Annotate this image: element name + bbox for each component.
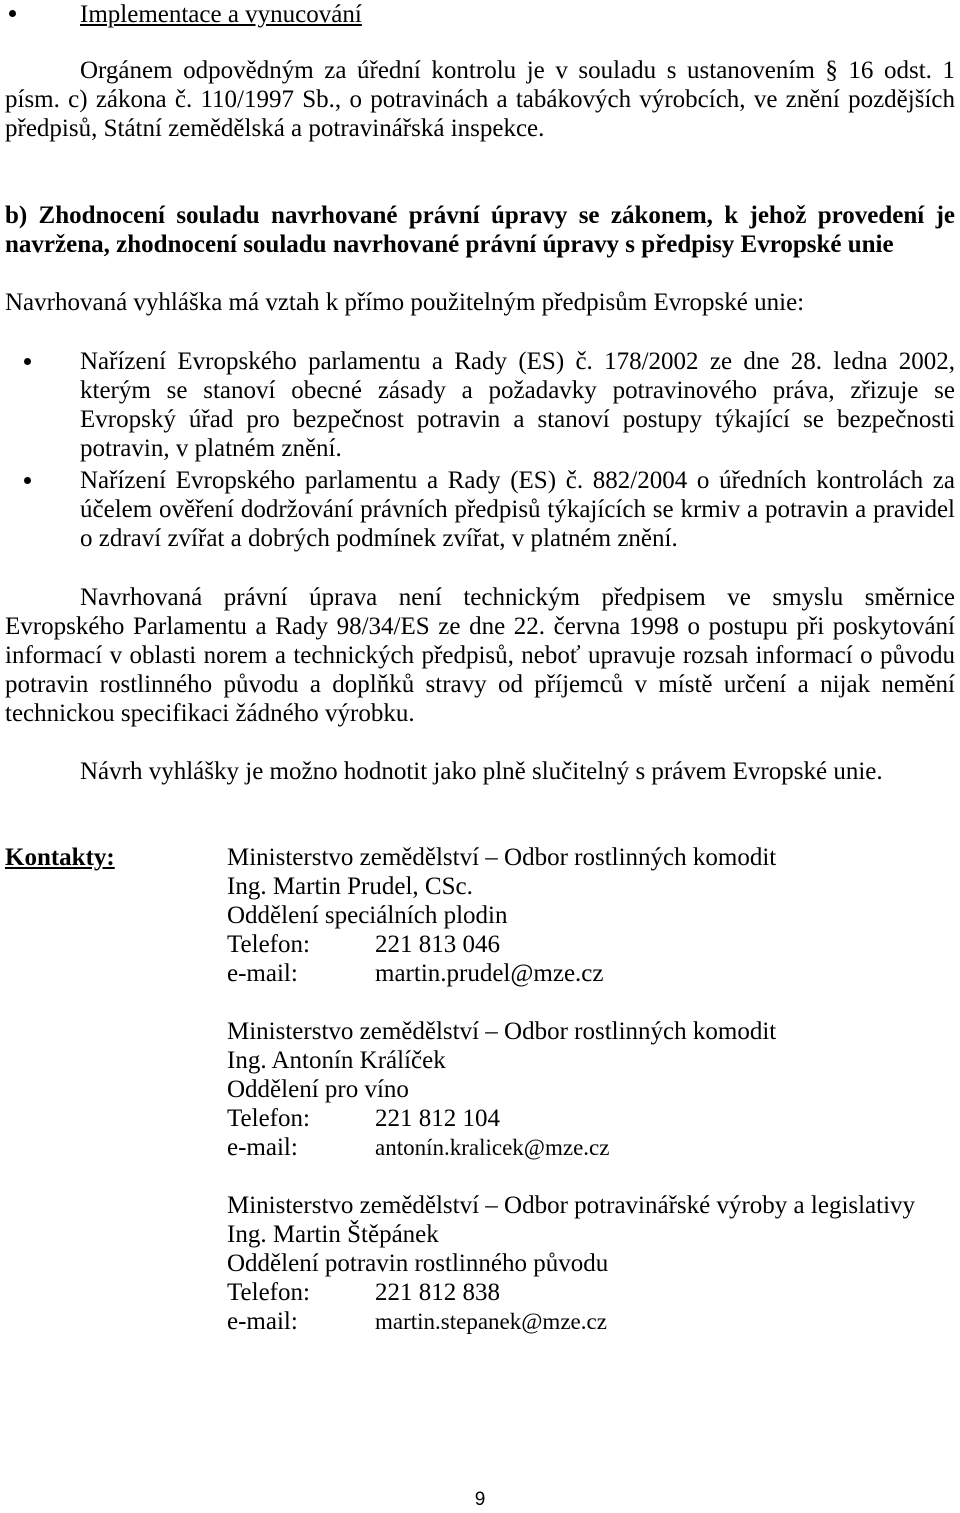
contact-block: [227, 1191, 952, 1336]
implementace-paragraph: Orgánem odpovědným za úřední kontrolu je v souladu s ustanovením § 16 odst. 1 písm. c) zákona č. 110/1997 Sb., o potravinách a tabákových výrobcích, ve znění pozdějších předpisů, Státní zemědělská a potravinářská inspekce.: [5, 57, 955, 142]
technical-regulation-paragraph: Navrhovaná právní úprava není technickým předpisem ve smyslu směrnice Evropského Parlamentu a Rady 98/34/ES ze dne 22. června 1998 o postupu při poskytování informací v oblasti norem a technických předpisů, neboť upravuje rozsah informací o původu potravin rostlinného původu a doplňků stravy od příjemců v místě určení a nijak nemění technickou specifikaci žádného výrobku.: [5, 584, 955, 727]
email-label: e-mail:: [227, 1134, 298, 1161]
contact-name: Ing. Martin Štěpánek: [227, 1221, 439, 1248]
bullet-icon: [24, 477, 31, 484]
contact-department: Ministerstvo zemědělství – Odbor rostlinných komodit: [227, 1018, 777, 1045]
contact-unit: Oddělení speciálních plodin: [227, 902, 508, 929]
contact-department: Ministerstvo zemědělství – Odbor potravinářské výroby a legislativy: [227, 1192, 916, 1219]
bullet-icon: [9, 10, 16, 17]
phone-label: Telefon:: [227, 1279, 310, 1306]
contact-email-row: [227, 959, 952, 988]
section-b-intro: Navrhovaná vyhláška má vztah k přímo použitelným předpisům Evropské unie:: [5, 289, 805, 316]
conclusion-paragraph: Návrh vyhlášky je možno hodnotit jako plně slučitelný s právem Evropské unie.: [80, 758, 883, 785]
contact-phone-row: [227, 1278, 952, 1307]
email-value: antonín.kralicek@mze.cz: [375, 1135, 610, 1160]
contact-email-row: [227, 1307, 952, 1336]
contact-phone-row: [227, 1104, 952, 1133]
contact-name: Ing. Martin Prudel, CSc.: [227, 873, 473, 900]
email-label: e-mail:: [227, 1308, 298, 1335]
contact-block: [227, 843, 952, 988]
contact-block: [227, 1017, 952, 1162]
contact-name: Ing. Antonín Králíček: [227, 1047, 446, 1074]
phone-label: Telefon:: [227, 1105, 310, 1132]
contact-unit: Oddělení potravin rostlinného původu: [227, 1250, 609, 1277]
phone-label: Telefon:: [227, 931, 310, 958]
phone-value: 221 812 104: [375, 1105, 500, 1132]
section-b-heading: b) Zhodnocení souladu navrhované právní úpravy se zákonem, k jehož provedení je navržena, zhodnocení souladu navrhované právní úpravy s předpisy Evropské unie: [5, 202, 955, 258]
contact-department: Ministerstvo zemědělství – Odbor rostlinných komodit: [227, 844, 777, 871]
section-title-implementace: Implementace a vynucování: [80, 1, 362, 28]
page-number: 9: [474, 1489, 486, 1510]
contact-unit: Oddělení pro víno: [227, 1076, 409, 1103]
regulation-item: Nařízení Evropského parlamentu a Rady (ES) č. 178/2002 ze dne 28. ledna 2002, kterým se stanoví obecné zásady a požadavky potravinového práva, zřizuje se Evropský úřad pro bezpečnost potravin a stanoví postupy týkající se bezpečnosti potravin, v platném znění.: [80, 348, 955, 462]
contacts-list: [227, 843, 952, 1365]
bullet-icon: [24, 358, 31, 365]
contact-email-row: [227, 1133, 952, 1162]
regulation-item: Nařízení Evropského parlamentu a Rady (ES) č. 882/2004 o úředních kontrolách za účelem ověření dodržování právních předpisů týkajících se krmiv a potravin a pravidel o zdraví zvířat a dobrých podmínek zvířat, v platném znění.: [80, 467, 955, 552]
phone-value: 221 813 046: [375, 931, 500, 958]
email-value: martin.stepanek@mze.cz: [375, 1309, 607, 1334]
contact-phone-row: [227, 930, 952, 959]
contacts-label: Kontakty:: [5, 844, 115, 871]
phone-value: 221 812 838: [375, 1279, 500, 1306]
email-label: e-mail:: [227, 960, 298, 987]
email-value: martin.prudel@mze.cz: [375, 960, 604, 987]
